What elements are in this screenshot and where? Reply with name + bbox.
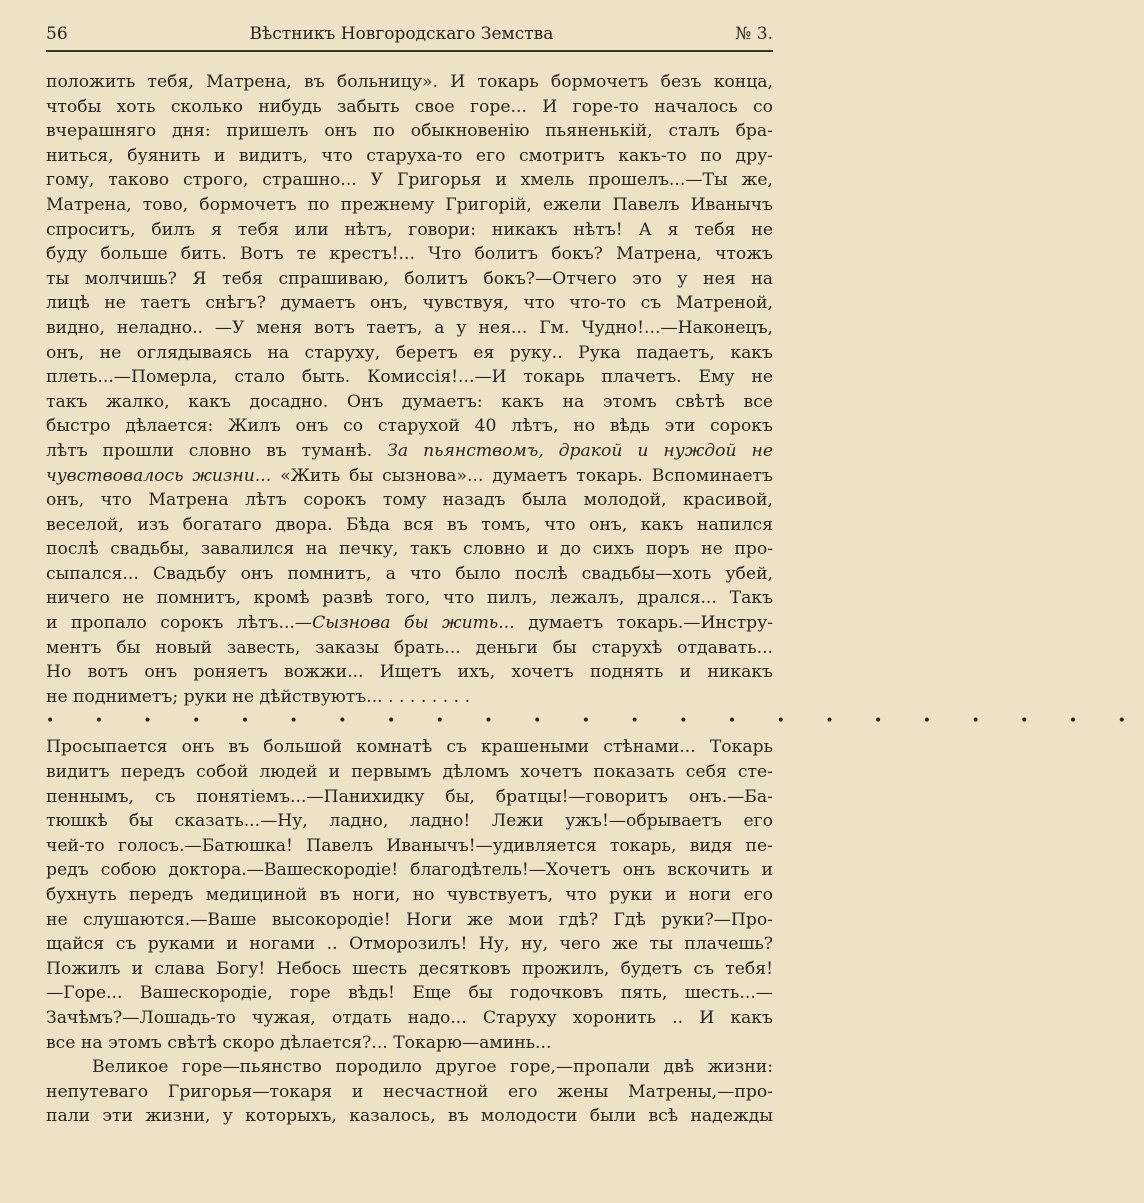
text-line: Великое горе—пьянство породило другое горе,—пропали двѣ жизни:	[92, 1057, 773, 1078]
text-line: буду больше бить. Вотъ те крестъ!... Что болитъ бокъ? Матрена, чтожъ	[46, 244, 773, 265]
text-line: ничего не помнитъ, кромѣ развѣ того, что пилъ, лежалъ, дрался... Такъ	[46, 588, 773, 609]
italic-segment: За пьянствомъ, дракой и нуждой не	[387, 440, 774, 461]
text-line: пеннымъ, съ понятіемъ...—Панихидку бы, братцы!—говоритъ онъ.—Ба-	[46, 786, 773, 807]
paragraph-2	[46, 735, 773, 1055]
text-segment: думаетъ токарь.—Инстру-	[528, 613, 773, 634]
text-line: плеть...—Померла, стало быть. Комиссія!...—И токарь плачетъ. Ему не	[46, 367, 773, 388]
text-line: тюшкѣ бы сказать...—Ну, ладно, ладно! Лежи ужъ!—обрываетъ его	[46, 811, 773, 832]
text-line: сыпался... Свадьбу онъ помнитъ, а что было послѣ свадьбы—хоть убей,	[46, 563, 773, 584]
text-line: веселой, изъ богатаго двора. Бѣда вся въ томъ, что онъ, какъ напился	[46, 514, 773, 535]
text-line: Пожилъ и слава Богу! Небось шесть десятковъ прожилъ, будетъ съ тебя!	[46, 958, 773, 979]
text-line-mixed	[46, 611, 773, 636]
text-segment: «Жить бы сызнова»... думаетъ токарь. Вспоминаетъ	[280, 465, 773, 486]
text-line: положить тебя, Матрена, въ больницу». И токарь бормочетъ безъ конца,	[46, 72, 773, 92]
text-line: видно, неладно.. —У меня вотъ таетъ, а у нея... Гм. Чудно!...—Наконецъ,	[46, 317, 773, 338]
text-line-mixed	[46, 464, 773, 489]
journal-title: Вѣстникъ Новгородскаго Земства	[249, 24, 554, 44]
paragraph-3	[46, 1055, 773, 1129]
text-line: —Горе... Вашескородіе, горе вѣдь! Еще бы годочковъ пять, шесть...—	[46, 983, 773, 1004]
text-line: лицѣ не таетъ снѣгъ? думаетъ онъ, чувствуя, что что-то съ Матреной,	[46, 293, 773, 314]
dotted-separator: • • • • • • • • • • • • • • • • • • • • • • •	[46, 713, 1144, 730]
paragraph-1	[46, 70, 773, 709]
text-line: быстро дѣлается: Жилъ онъ со старухой 40 лѣтъ, но вѣдь эти сорокъ	[46, 416, 773, 437]
text-line: гому, таково строго, страшно... У Григорья и хмель прошелъ...—Ты же,	[46, 170, 773, 191]
text-line: онъ, не оглядываясь на старуху, беретъ ея руку.. Рука падаетъ, какъ	[46, 342, 773, 363]
text-line: непутеваго Григорья—токаря и несчастной его жены Матрены,—про-	[46, 1081, 773, 1102]
text-line: Зачѣмъ?—Лошадь-то чужая, отдать надо... Старуху хоронить .. И какъ	[46, 1007, 773, 1028]
text-line: бухнуть передъ медициной въ ноги, но чувствуетъ, что руки и ноги его	[46, 885, 773, 905]
text-line: пали эти жизни, у которыхъ, казалось, въ молодости были всѣ надежды	[46, 1106, 773, 1127]
text-line: Но вотъ онъ роняетъ вожжи... Ищетъ ихъ, хочетъ поднять и никакъ	[46, 662, 773, 683]
text-line: Матрена, тово, бормочетъ по прежнему Григорій, ежели Павелъ Иванычъ	[46, 194, 773, 215]
text-line: не подниметъ; руки не дѣйствуютъ... . . . . . . . .	[46, 686, 471, 707]
italic-segment: Сызнова бы жить...	[312, 613, 515, 634]
text-line-mixed	[46, 439, 773, 464]
issue-number: № 3.	[735, 24, 773, 44]
text-line: послѣ свадьбы, завалился на печку, такъ словно и до сихъ поръ не про-	[46, 539, 773, 560]
text-segment: и пропало сорокъ лѣтъ...—	[46, 613, 313, 634]
text-line: редъ собою доктора.—Вашескородіе! благодѣтель!—Хочетъ онъ вскочить и	[46, 860, 773, 881]
text-line: не слушаются.—Ваше высокородіе! Ноги же мои гдѣ? Гдѣ руки?—Про-	[46, 909, 773, 930]
header-rule	[46, 50, 773, 52]
text-line: ментъ бы новый завесть, заказы брать... деньги бы старухѣ отдавать...	[46, 637, 773, 658]
page-number: 56	[46, 24, 68, 44]
text-segment: лѣтъ прошли словно въ туманѣ.	[46, 440, 373, 461]
text-line: ты молчишь? Я тебя спрашиваю, болитъ бокъ?—Отчего это у нея на	[46, 268, 773, 289]
italic-segment: чувствовалось жизни...	[46, 465, 272, 486]
text-line: вчерашняго дня: пришелъ онъ по обыкновенію пьяненькій, сталъ бра-	[46, 121, 773, 142]
text-line: Просыпается онъ въ большой комнатѣ съ крашеными стѣнами... Токарь	[46, 737, 773, 758]
text-line: все на этомъ свѣтѣ скоро дѣлается?... Токарю—аминь...	[46, 1032, 552, 1053]
text-line: спроситъ, билъ я тебя или нѣтъ, говори: никакъ нѣтъ! А я тебя не	[46, 219, 773, 240]
text-line: ниться, буянить и видитъ, что старуха-то его смотритъ какъ-то по дру-	[46, 145, 773, 166]
text-line: чтобы хоть сколько нибудь забыть свое горе... И горе-то началось со	[46, 96, 773, 117]
text-line: такъ жалко, какъ досадно. Онъ думаетъ: какъ на этомъ свѣтѣ все	[46, 391, 773, 412]
page-header	[46, 24, 773, 50]
text-line: щайся съ руками и ногами .. Отморозилъ! Ну, ну, чего же ты плачешь?	[46, 934, 773, 955]
text-line: чей-то голосъ.—Батюшка! Павелъ Иванычъ!—удивляется токарь, видя пе-	[46, 835, 773, 856]
text-line: видитъ передъ собой людей и первымъ дѣломъ хочетъ показать себя сте-	[46, 762, 773, 783]
text-line: онъ, что Матрена лѣтъ сорокъ тому назадъ была молодой, красивой,	[46, 490, 773, 511]
